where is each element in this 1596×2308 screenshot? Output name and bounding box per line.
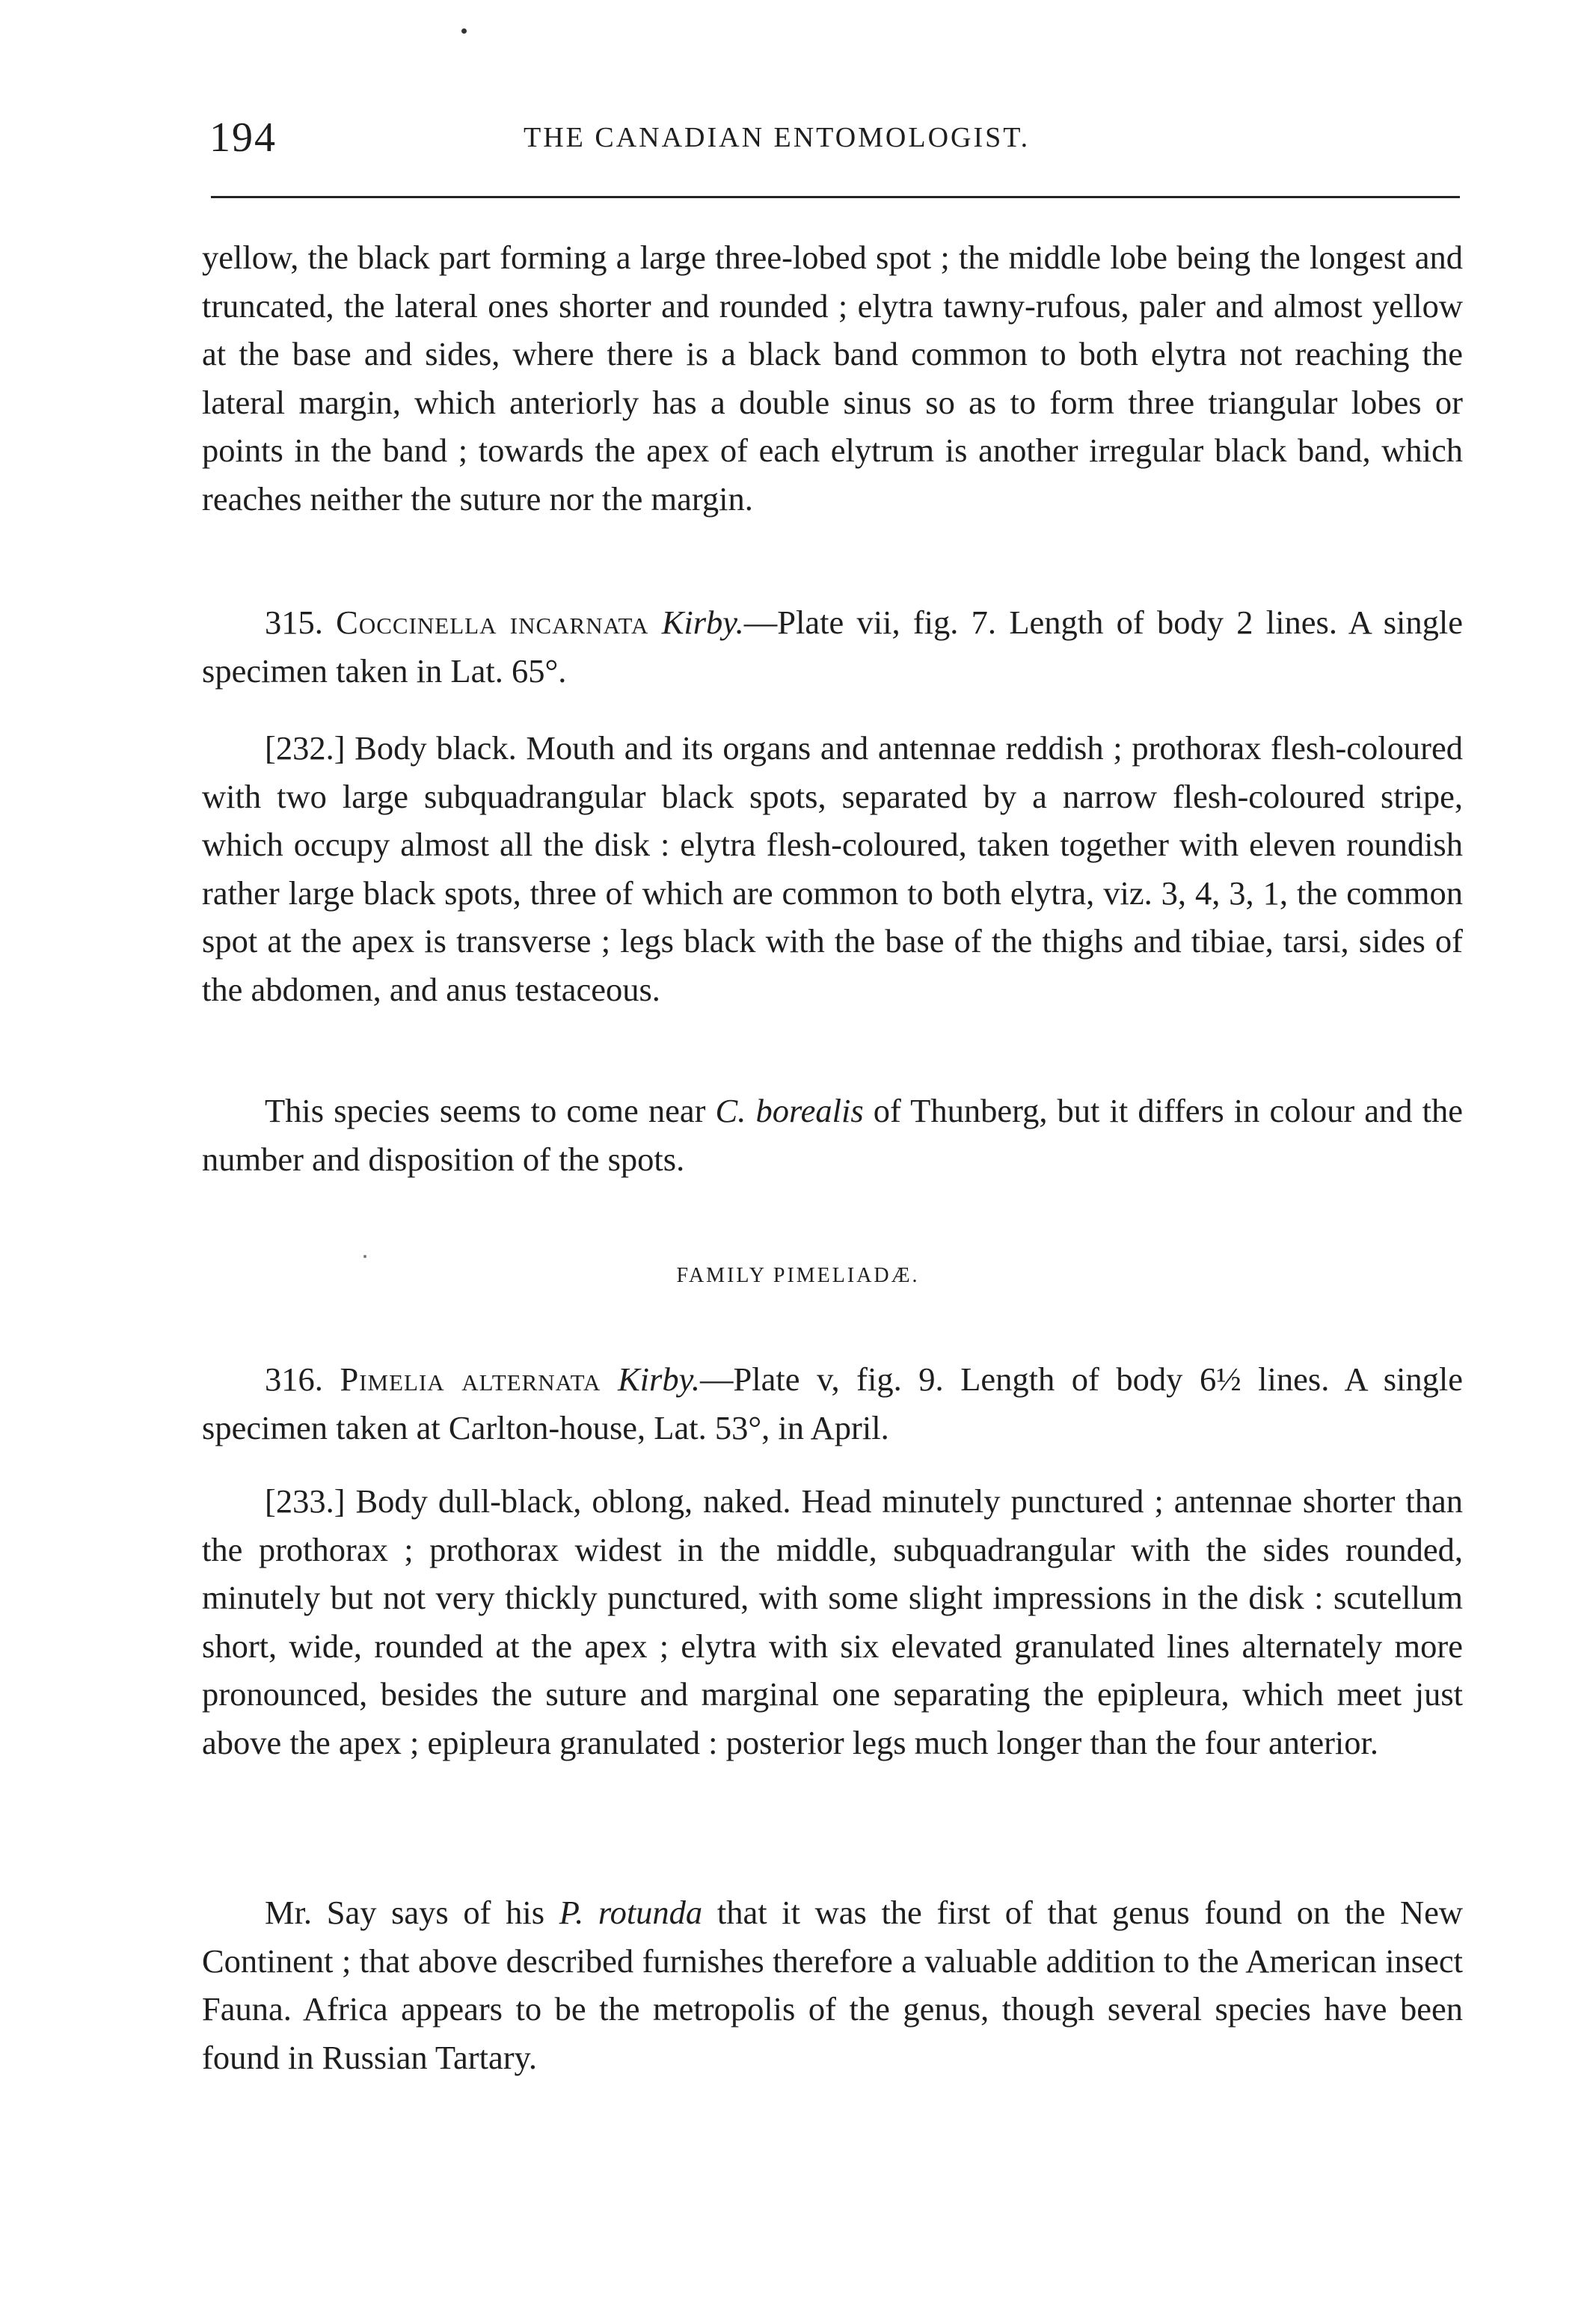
running-head: THE CANADIAN ENTOMOLOGIST. xyxy=(524,122,1031,153)
family-heading: FAMILY PIMELIADÆ. xyxy=(676,1264,920,1287)
author-name: Kirby. xyxy=(661,604,744,641)
genus-name: Pimelia xyxy=(340,1360,445,1398)
genus-name: Coccinella xyxy=(336,604,497,641)
species-name: alternata xyxy=(461,1360,601,1398)
species-details: —Plate v, fig. 9. Length of body 6½ lines. A single specimen taken at Carlton-house, Lat. 53°, in April. xyxy=(202,1360,1463,1446)
species-name: incarnata xyxy=(509,604,649,641)
species-entry-316 xyxy=(202,1355,1463,1452)
species-entry-315 xyxy=(202,598,1463,695)
italic-species: C. borealis xyxy=(715,1092,864,1129)
description-233: [233.] Body dull-black, oblong, naked. Head minutely punctured ; antennae shorter than the prothorax ; prothorax widest in the middle, subquadrangular with the sides rounded, minutely but not very thickly punctured, with some slight impressions in the disk : scutellum short, wide, rounded at the apex ; elytra with six elevated granulated lines alternately more pronounced, besides the suture and marginal one separating the epipleura, which meet just above the apex ; epipleura granulated : posterior legs much longer than the four anterior. xyxy=(202,1482,1463,1761)
page-header xyxy=(203,111,1461,171)
species-details: —Plate vii, fig. 7. Length of body 2 lines. A single specimen taken in Lat. 65°. xyxy=(202,604,1464,690)
paragraph-continuation: yellow, the black part forming a large three-lobed spot ; the middle lobe being the longest and truncated, the lateral ones shorter and rounded ; elytra tawny-rufous, paler and almost yellow at the base and sides, where there is a black band common to both elytra not reaching the lateral margin, which anteriorly has a double sinus so as to form three triangular lobes or points in the band ; towards the apex of each elytrum is another irregular black band, which reaches neither the suture nor the margin. xyxy=(202,239,1463,518)
header-rule xyxy=(211,196,1460,198)
remark-paragraph: This species seems to come near C. borealis of Thunberg, but it differs in colour and the number and disposition of the spots. xyxy=(202,1092,1463,1178)
species-number: 316. xyxy=(265,1360,323,1398)
author-name: Kirby. xyxy=(618,1360,701,1398)
page-number: 194 xyxy=(209,114,277,161)
italic-species: P. rotunda xyxy=(559,1894,703,1931)
species-number: 315. xyxy=(265,604,323,641)
closing-paragraph: Mr. Say says of his P. rotunda that it was the first of that genus found on the New Continent ; that above described furnishes therefore a valuable addition to the American insect Fauna. Africa appears to be the metropolis of the genus, though several species have been found in Russian Tartary. xyxy=(202,1894,1463,2076)
description-232: [232.] Body black. Mouth and its organs and antennae reddish ; prothorax flesh-coloured with two large subquadrangular black spots, separated by a narrow flesh-coloured stripe, which occupy almost all the disk : elytra flesh-coloured, taken together with eleven roundish rather large black spots, three of which are common to both elytra, viz. 3, 4, 3, 1, the common spot at the apex is transverse ; legs black with the base of the thighs and tibiae, tarsi, sides of the abdomen, and anus testaceous. xyxy=(202,729,1463,1008)
print-speck xyxy=(461,28,467,34)
print-speck xyxy=(363,1255,366,1258)
